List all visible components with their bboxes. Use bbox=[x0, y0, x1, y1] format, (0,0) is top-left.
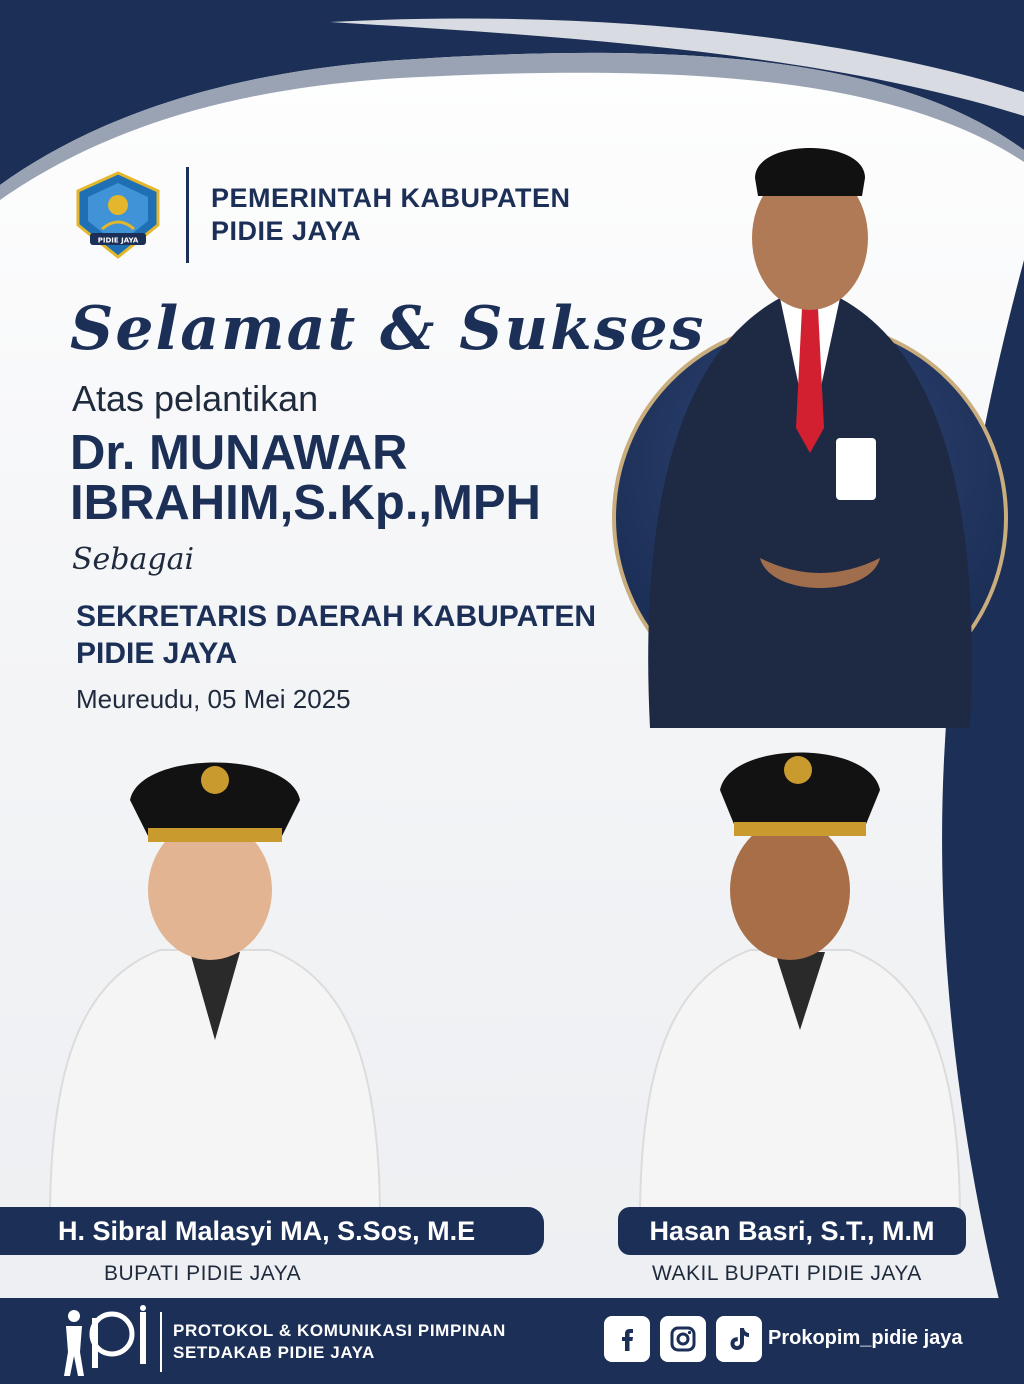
facebook-link[interactable] bbox=[604, 1316, 650, 1362]
footer-divider bbox=[160, 1312, 162, 1372]
header-divider bbox=[186, 167, 189, 263]
footer-org-line2: SETDAKAB PIDIE JAYA bbox=[173, 1343, 375, 1362]
instagram-link[interactable] bbox=[660, 1316, 706, 1362]
tiktok-icon bbox=[723, 1323, 755, 1355]
honoree-portrait bbox=[610, 108, 1010, 728]
vice-regent-portrait bbox=[630, 730, 970, 1220]
honoree-name: Dr. MUNAWAR IBRAHIM,S.Kp.,MPH bbox=[70, 426, 541, 530]
facebook-icon bbox=[611, 1323, 643, 1355]
vice-regent-role: WAKIL BUPATI PIDIE JAYA bbox=[652, 1262, 922, 1285]
prokopim-logo-icon bbox=[60, 1304, 156, 1378]
headline: Selamat & Sukses bbox=[70, 294, 706, 364]
position-title: SEKRETARIS DAERAH KABUPATEN PIDIE JAYA bbox=[76, 600, 597, 670]
pidie-jaya-emblem-icon bbox=[72, 169, 164, 261]
footer bbox=[0, 1298, 1024, 1384]
as-label: Sebagai bbox=[72, 542, 195, 577]
footer-organization bbox=[173, 1320, 506, 1364]
logo-text: PIDIE JAYA bbox=[97, 236, 139, 245]
regent-role: BUPATI PIDIE JAYA bbox=[104, 1262, 302, 1285]
place-date: Meureudu, 05 Mei 2025 bbox=[76, 684, 351, 714]
header bbox=[72, 166, 631, 264]
vice-regent-name-badge: Hasan Basri, S.T., M.M bbox=[618, 1207, 966, 1255]
regent-portrait bbox=[40, 740, 390, 1220]
tiktok-link[interactable] bbox=[716, 1316, 762, 1362]
social-handle[interactable]: Prokopim_pidie jaya bbox=[768, 1327, 963, 1349]
instagram-icon bbox=[667, 1323, 699, 1355]
footer-org-line1: PROTOKOL & KOMUNIKASI PIMPINAN bbox=[173, 1321, 506, 1340]
regent-name-badge: H. Sibral Malasyi MA, S.Sos, M.E bbox=[0, 1207, 544, 1255]
intro-text: Atas pelantikan bbox=[72, 378, 319, 419]
government-title: PEMERINTAH KABUPATEN PIDIE JAYA bbox=[211, 183, 571, 246]
